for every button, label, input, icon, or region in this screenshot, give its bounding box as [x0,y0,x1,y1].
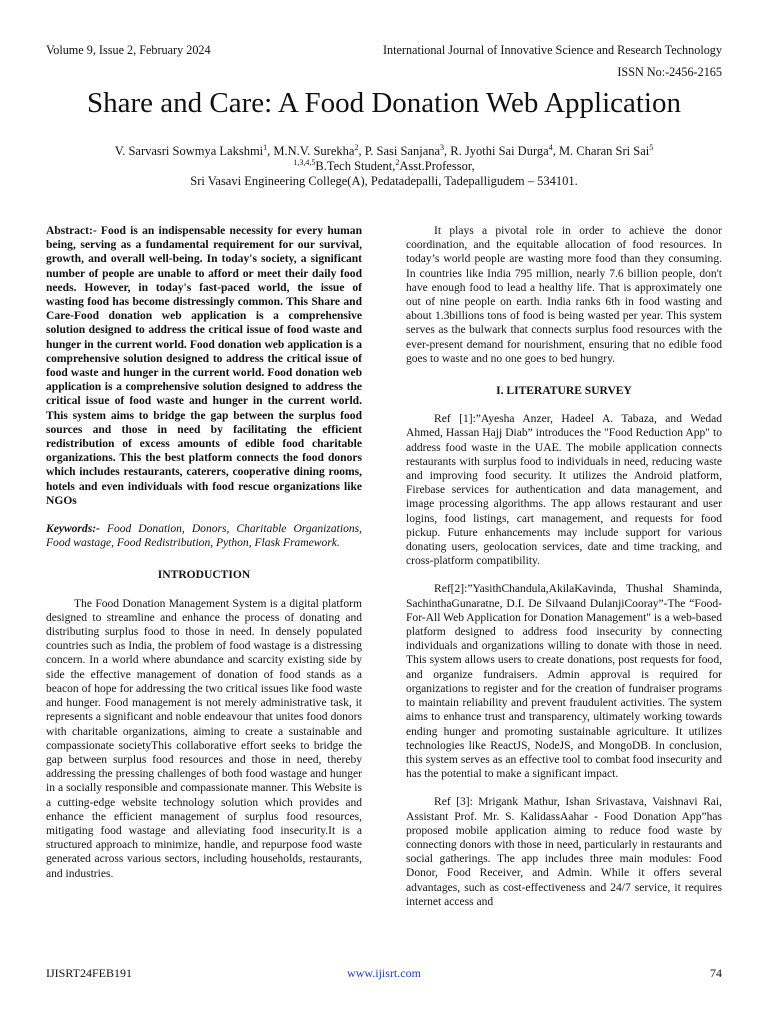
footer-website-link[interactable]: www.ijisrt.com [347,966,421,980]
reference-3-paragraph: Ref [3]: Mrigank Mathur, Ishan Srivastava, Vaishnavi Rai, Assistant Prof. Mr. S. KalidassAahar - Food Donation App”has proposed mobile application aiming to reduce food waste by connecting donors with those in need, particularly in restaurants and social gatherings. The app includes three main modules: Food Donor, Food Receiver, and Admin. While it offers several advantages, such as cost-effectiveness and 24/7 service, it requires internet access and [406,796,722,908]
reference-1-paragraph: Ref [1]:”Ayesha Anzer, Hadeel A. Tabaza, and Wedad Ahmed, Hassan Hajj Diab” introduces the "Food Reduction App" to address food waste in the UAE. The mobile application connects restaurants with surplus food to individuals in need, reducing waste and improving food security. It utilizes the Android platform, Firebase services for authentication and data management, and image processing algorithms. The app allows restaurant and user logins, food listings, cart management, and requests for food pickup. Future enhancements may include support for various donating users, geolocation services, date and time tracking, and cross-platform compatibility. [406,413,722,568]
reference-2-paragraph: Ref[2]:”YasithChandula,AkilaKavinda, Thushal Shaminda, SachinthaGunaratne, D.I. De Silvaand DulanjiCooray”-The “Food-For-All Web Application for Donation Management" is a web-based platform designed to address food insecurity by connecting individuals and organizations willing to donate with those in need. This system allows users to create donations, post requests for food, and organize fundraisers. Admin approval is required for organizations to register and for the creation of fundraiser programs to maintain reliability and prevent fraudulent activities. The system aims to enhance trust and transparency, ultimately working towards ending hunger and promoting sustainable agriculture. It utilizes technologies like ReactJS, NodeJS, and MongoDB. In conclusion, this system serves as an effective tool to combat food insecurity and has the potential to make a significant impact. [406,583,722,781]
keywords-text: Food Donation, Donors, Charitable Organizations, Food wastage, Food Redistribution, Python, Flask Framework. [46,523,362,550]
keywords [46,522,362,550]
abstract: Abstract:- Food is an indispensable necessity for every human being, serving as a fundamental requirement for our survival, growth, and overall well-being. In today's society, a significant number of people are unable to afford or meet their daily food needs. However, in today's fast-paced world, the issue of wasting food has become distressingly common. This Share and Care-Food donation web application is a comprehensive solution designed to address the critical issue of food waste and hunger in the current world. Food donation web application is a comprehensive solution designed to address the critical issue of food waste and hunger in the current world. Food donation web application is a comprehensive solution designed to address the critical issue of food waste and hunger in the current world. This system aims to bridge the gap between the surplus food sources and those in need by facilitating the efficient redistribution of excess amounts of edible food charitable organizations. This the best platform connects the food donors which includes restaurants, caterers, cooperative dining rooms, hotels and even individuals with food rescue organizations like NGOs [46,225,362,507]
author-college: Sri Vasavi Engineering College(A), Pedatadepalli, Tadepalligudem – 534101. [190,174,578,188]
right-column [406,224,722,909]
issn: ISSN No:-2456-2165 [617,65,722,79]
journal-name: International Journal of Innovative Science and Research Technology [382,43,722,57]
left-column [46,224,362,881]
footer-paper-code: IJISRT24FEB191 [46,966,132,980]
introduction-paragraph: The Food Donation Management System is a digital platform designed to streamline and enhance the process of donating and distributing surplus food to those in need. In densely populated countries such as India, the problem of food wastage is a distressing concern. In a world where abundance and scarcity existing side by side the effective management of donation of food stands as a beacon of hope for addressing the two critical issues like food waste and hunger. Food management is not merely administrative task, it represents a significant and noble endeavour that unites food donors with charitable organizations, aiming to create a sustainable and compassionate societyThis collaborative effort seeks to bridge the gap between surplus food resources and those in need, thereby addressing the pressing challenges of both food wastage and hunger in a socially responsible and compassionate manner. This Website is a cutting-edge website technology solution which provides and enhance the efficient management of surplus food resources, mitigating food wastage and alleviating food insecurity.It is a structured approach to minimize, handle, and repurpose food waste generated across various sectors, including households, restaurants, and industries. [46,597,362,880]
intro-continued-paragraph: It plays a pivotal role in order to achieve the donor coordination, and the equitable allocation of food resources. In today’s world people are wasting more food than they consuming. In countries like India 795 million, nearly 7.6 billion people, don't have enough food to lead a healthy life. That is approximately one out of nine people on earth. India ranks 6th in food wasting and about 1.3billions tons of food is being wasted per year. This system serves as the bulwark that connects surplus food resources with the ever-present demand for nourishment, ensuring that no edible food goes to waste and no one goes to bed hungry. [406,225,722,365]
author-list: V. Sarvasri Sowmya Lakshmi$^1$, M.N.V. Surekha$^2$, P. Sasi Sanjana$^3$, R. Jyothi Sai Durga$^4$, M. Charan Sri Sai$^5$ [114,142,654,158]
volume-info: Volume 9, Issue 2, February 2024 [46,43,211,57]
footer-page-number: 74 [710,966,722,980]
author-block [0,144,768,189]
paper-title: Share and Care: A Food Donation Web Application [87,87,681,119]
author-affiliation-roles: $^{1,3,4,5}$B.Tech Student,$^2$Asst.Professor, [293,157,475,173]
literature-survey-heading: I. LITERATURE SURVEY [496,385,632,398]
keywords-label: Keywords:- [46,523,100,536]
introduction-heading: INTRODUCTION [157,569,251,582]
